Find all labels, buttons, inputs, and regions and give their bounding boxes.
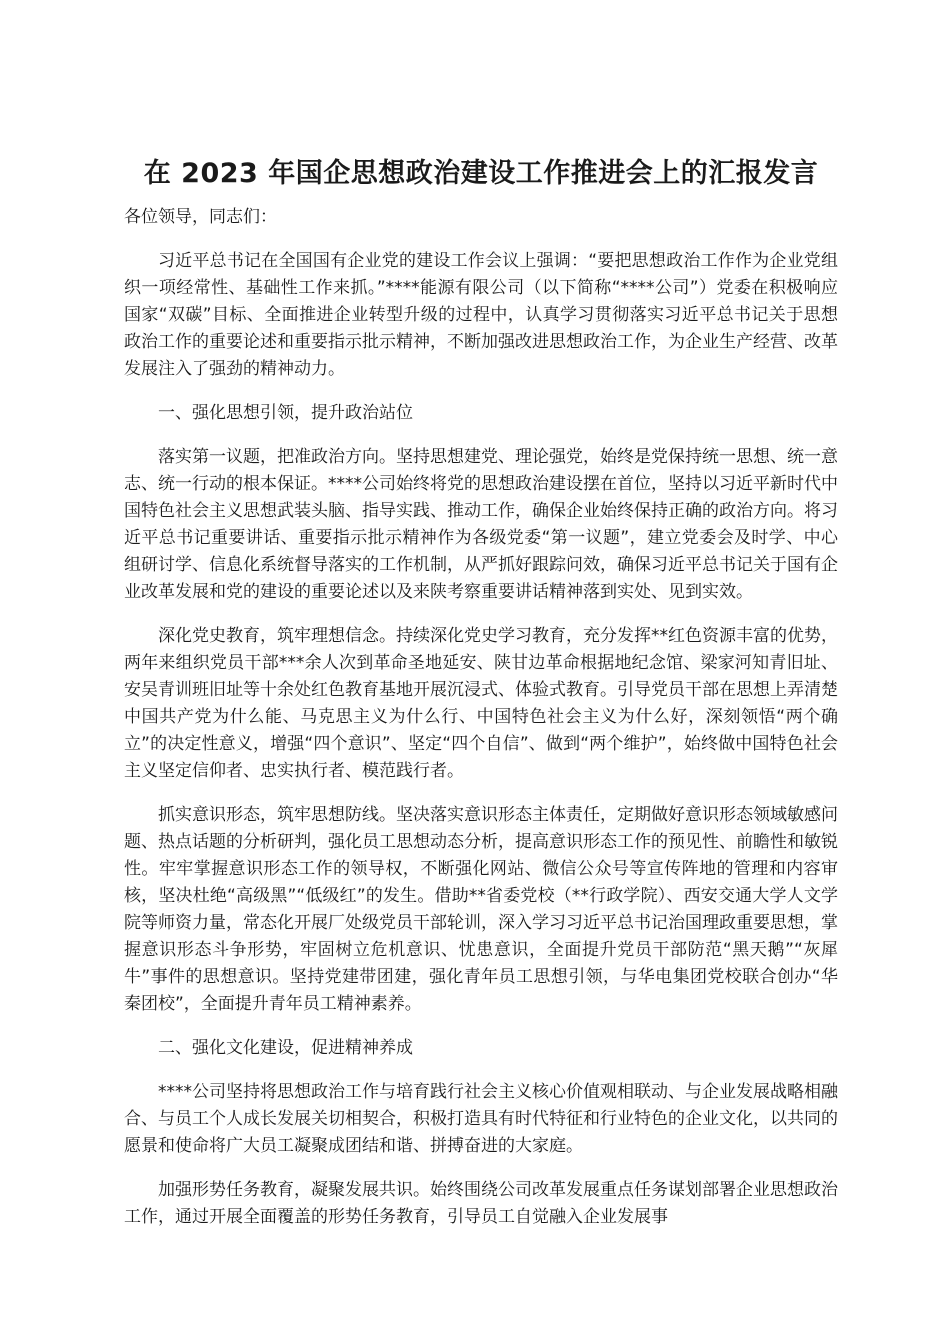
paragraph-party-history: 深化党史教育，筑牢理想信念。持续深化党史学习教育，充分发挥**红色资源丰富的优势，两年来组织党员干部***余人次到革命圣地延安、陕甘边革命根据地纪念馆、梁家河知青旧址、安吴青训班旧址等十余处红色教育基地开展沉浸式、体验式教育。引导党员干部在思想上弄清楚中国共产党为什么能、马克思主义为什么行、中国特色社会主义为什么好，深刻领悟“两个确立”的决定性意义，增强“四个意识”、坚定“四个自信”、做到“两个维护”，始终做中国特色社会主义坚定信仰者、忠实执行者、模范践行者。 — [124, 626, 838, 781]
salutation: 各位领导，同志们： — [124, 207, 277, 227]
paragraph-first-topic: 落实第一议题，把准政治方向。坚持思想建党、理论强党，始终是党保持统一思想、统一意志、统一行动的根本保证。****公司始终将党的思想政治建设摆在首位，坚持以习近平新时代中国特色社会主义思想武装头脑、指导实践、推动工作，确保企业始终保持正确的政治方向。将习近平总书记重要讲话、重要指示批示精神作为各级党委“第一议题”，建立党委会及时学、中心组研讨学、信息化系统督导落实的工作机制，从严抓好跟踪问效，确保习近平总书记关于国有企业改革发展和党的建设的重要论述以及来陕考察重要讲话精神落到实处、见到实效。 — [124, 447, 838, 602]
section-heading-2: 二、强化文化建设，促进精神养成 — [158, 1038, 413, 1058]
document-page — [124, 152, 838, 1231]
paragraph-ideology: 抓实意识形态，筑牢思想防线。坚决落实意识形态主体责任，定期做好意识形态领域敏感问题、热点话题的分析研判，强化员工思想动态分析，提高意识形态工作的预见性、前瞻性和敏锐性。牢牢掌握意识形态工作的领导权，不断强化网站、微信公众号等宣传阵地的管理和内容审核，坚决杜绝“高级黑”“低级红”的发生。借助**省委党校（**行政学院）、西安交通大学人文学院等师资力量，常态化开展厂处级党员干部轮训，深入学习习近平总书记治国理政重要思想，掌握意识形态斗争形势，牢固树立危机意识、忧患意识，全面提升党员干部防范“黑天鹅”“灰犀牛”事件的思想意识。坚持党建带团建，强化青年员工思想引领，与华电集团党校联合创办“华秦团校”，全面提升青年员工精神素养。 — [124, 805, 838, 1014]
document-title: 在 2023 年国企思想政治建设工作推进会上的汇报发言 — [143, 158, 819, 189]
paragraph-situation-education: 加强形势任务教育，凝聚发展共识。始终围绕公司改革发展重点任务谋划部署企业思想政治工作，通过开展全面覆盖的形势任务教育，引导员工自觉融入企业发展事 — [124, 1180, 838, 1227]
paragraph-culture: ****公司坚持将思想政治工作与培育践行社会主义核心价值观相联动、与企业发展战略相融合、与员工个人成长发展关切相契合，积极打造具有时代特征和行业特色的企业文化，以共同的愿景和使命将广大员工凝聚成团结和谐、拼搏奋进的大家庭。 — [124, 1082, 838, 1156]
paragraph-intro: 习近平总书记在全国国有企业党的建设工作会议上强调：“要把思想政治工作作为企业党组织一项经常性、基础性工作来抓。”****能源有限公司（以下简称“****公司”）党委在积极响应国家“双碳”目标、全面推进企业转型升级的过程中，认真学习贯彻落实习近平总书记关于思想政治工作的重要论述和重要指示批示精神，不断加强改进思想政治工作，为企业生产经营、改革发展注入了强劲的精神动力。 — [124, 251, 838, 379]
section-heading-1: 一、强化思想引领，提升政治站位 — [158, 403, 413, 423]
